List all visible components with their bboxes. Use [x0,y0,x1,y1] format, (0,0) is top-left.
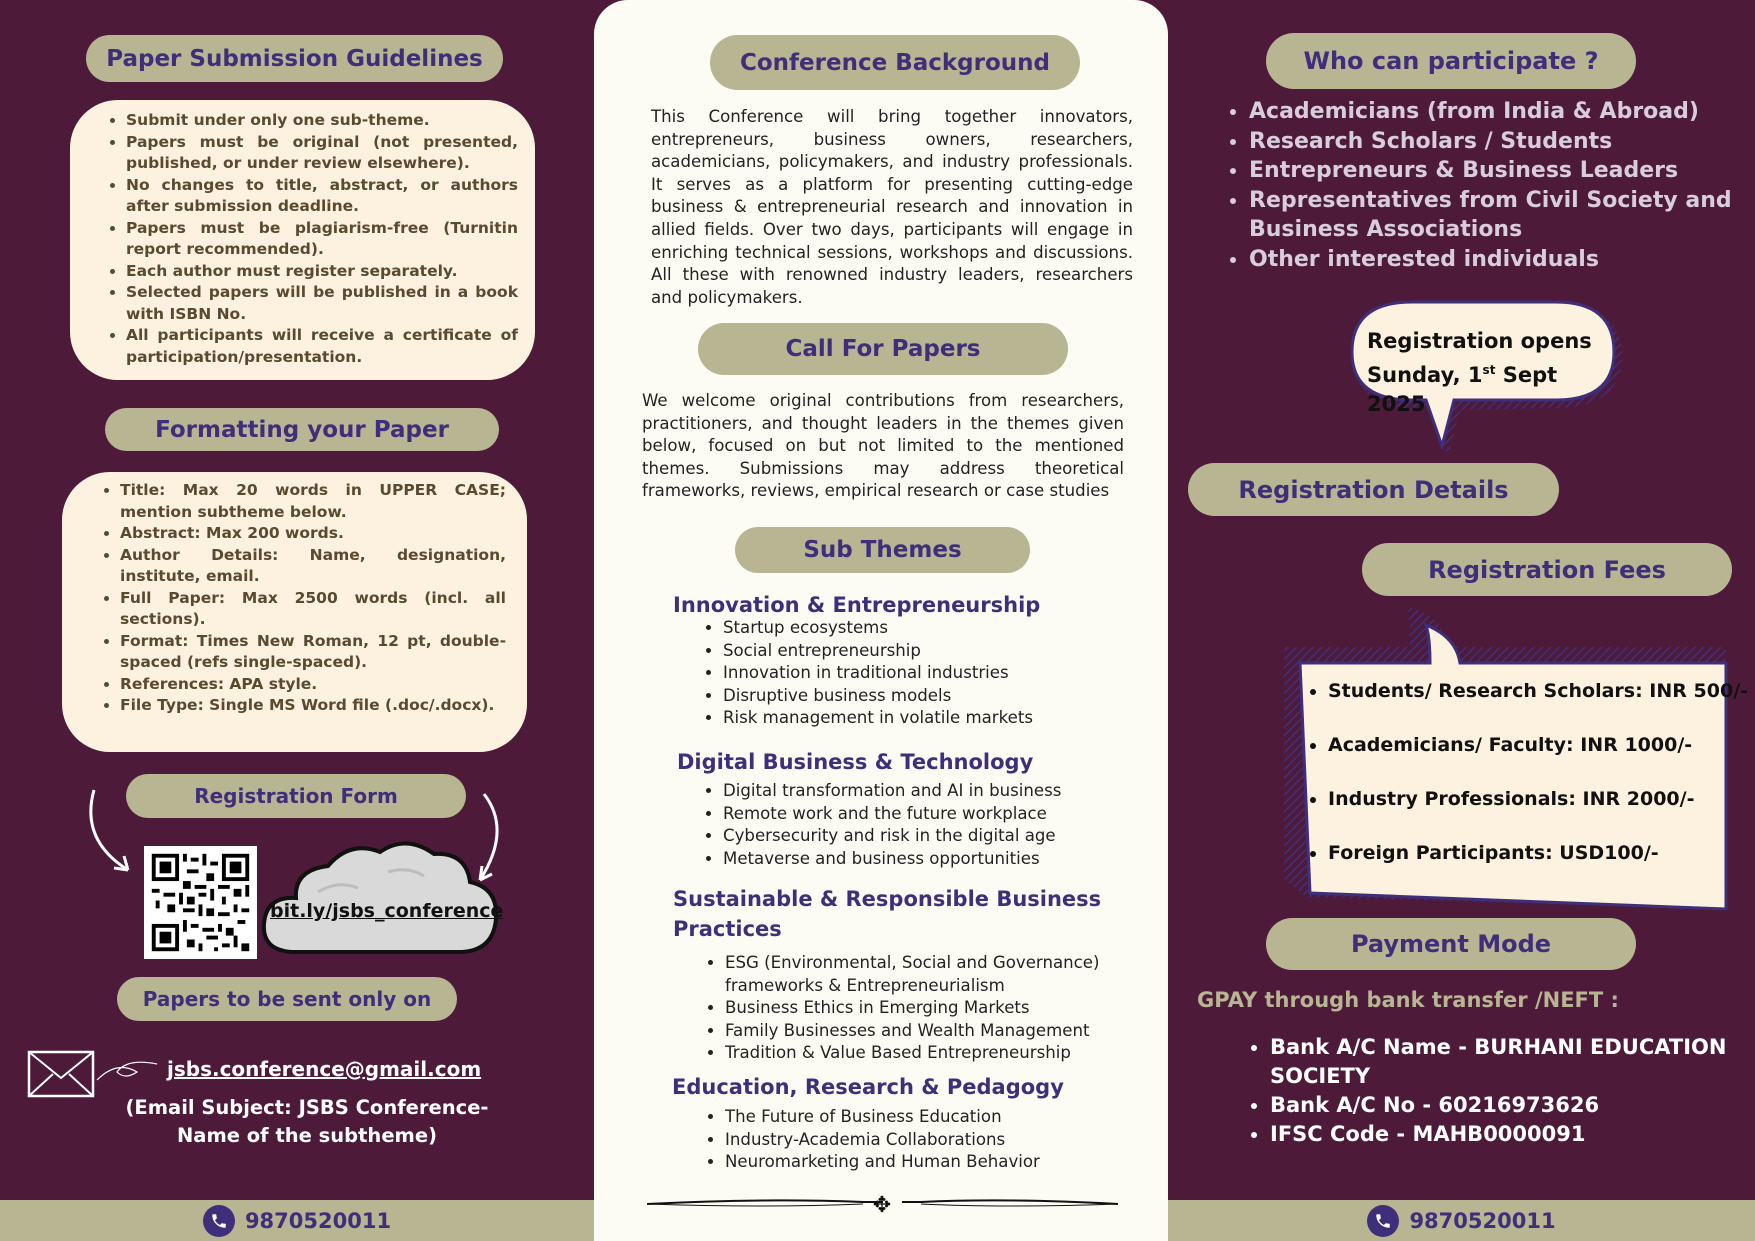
who-item: • Representatives from Civil Society and Business Associations [1249,186,1755,245]
theme-item: • Innovation in traditional industries [723,662,1033,685]
bank-item: • Bank A/C No - 60216973626 [1270,1091,1755,1120]
formatting-item: • Author Details: Name, designation, institute, email. [120,545,506,588]
theme-item: • Startup ecosystems [723,617,1033,640]
who-item: • Academicians (from India & Abroad) [1249,97,1755,127]
arrow-icon [80,780,140,880]
theme-item: • Neuromarketing and Human Behavior [725,1151,1040,1174]
guidelines-list [104,110,518,368]
guideline-item: • Papers must be original (not presented, published, or under review elsewhere). [126,132,518,175]
fees-list [1304,679,1755,895]
background-title: Conference Background [710,35,1080,90]
fee-item: • Industry Professionals: INR 2000/- [1328,787,1755,811]
qr-code[interactable] [144,846,257,959]
formatting-title: Formatting your Paper [105,408,499,451]
who-item: • Research Scholars / Students [1249,127,1755,157]
theme-list [703,952,1145,1065]
call-for-papers-title: Call For Papers [698,323,1068,375]
guideline-item: • Papers must be plagiarism-free (Turnitin report recommended). [126,218,518,261]
theme-item: • Cybersecurity and risk in the digital age [723,825,1061,848]
envelope-icon [27,1050,162,1098]
theme-list [701,780,1061,870]
theme-item: • Disruptive business models [723,685,1033,708]
guideline-item: • Each author must register separately. [126,261,518,283]
right-footer [1168,1200,1755,1241]
theme-list [701,617,1033,730]
bank-item: • IFSC Code - MAHB0000091 [1270,1120,1755,1149]
theme-list [703,1106,1040,1174]
guidelines-title: Paper Submission Guidelines [86,35,503,82]
fee-item: • Academicians/ Faculty: INR 1000/- [1328,733,1755,757]
left-footer [0,1200,594,1241]
formatting-item: • Format: Times New Roman, 12 pt, double-spaced (refs single-spaced). [120,631,506,674]
theme-item: • Metaverse and business opportunities [723,848,1061,871]
phone-number[interactable]: 9870520011 [1409,1208,1556,1233]
email-link[interactable]: jsbs.conference@gmail.com [167,1057,482,1081]
who-title: Who can participate ? [1266,33,1636,89]
fee-item: • Foreign Participants: USD100/- [1328,841,1755,865]
registration-fees-title: Registration Fees [1362,543,1732,596]
guideline-item: • Submit under only one sub-theme. [126,110,518,132]
who-list [1219,97,1755,274]
formatting-item: • Abstract: Max 200 words. [120,523,506,545]
phone-number[interactable]: 9870520011 [244,1208,392,1233]
papers-sent-label: Papers to be sent only on [117,977,457,1021]
who-item: • Other interested individuals [1249,245,1755,275]
qr-code-image [144,846,257,959]
svg-text:✥: ✥ [872,1193,892,1218]
guidelines-box [70,100,535,380]
theme-item: • Remote work and the future workplace [723,803,1061,826]
who-item: • Entrepreneurs & Business Leaders [1249,156,1755,186]
subthemes-title: Sub Themes [735,527,1030,573]
formatting-item: • References: APA style. [120,674,506,696]
theme-item: • ESG (Environmental, Social and Governance) frameworks & Entrepreneurialism [725,952,1145,997]
theme-title: Education, Research & Pedagogy [672,1075,1064,1099]
formatting-item: • File Type: Single MS Word file (.doc/.docx). [120,695,506,717]
theme-item: • Tradition & Value Based Entrepreneurship [725,1042,1145,1065]
theme-item: • Risk management in volatile markets [723,707,1033,730]
registration-form-label: Registration Form [126,774,466,818]
formatting-item: • Title: Max 20 words in UPPER CASE; mention subtheme below. [120,480,506,523]
bank-list [1240,1033,1755,1149]
guideline-item: • No changes to title, abstract, or authors after submission deadline. [126,175,518,218]
payment-mode-title: Payment Mode [1266,918,1636,970]
theme-item: • Digital transformation and AI in business [723,780,1061,803]
theme-item: • Industry-Academia Collaborations [725,1129,1040,1152]
formatting-item: • Full Paper: Max 2500 words (incl. all sections). [120,588,506,631]
phone-icon [203,1205,235,1237]
theme-title: Innovation & Entrepreneurship [673,593,1041,617]
theme-item: • Business Ethics in Emerging Markets [725,997,1145,1020]
theme-item: • Social entrepreneurship [723,640,1033,663]
theme-item: • Family Businesses and Wealth Management [725,1020,1145,1043]
ornament-divider [645,1190,1120,1218]
theme-item: • The Future of Business Education [725,1106,1040,1129]
formatting-box [62,472,527,752]
registration-opens-text: Registration opens Sunday, 1st Sept 2025 [1367,329,1592,416]
guideline-item: • Selected papers will be published in a book with ISBN No. [126,282,518,325]
payment-subtitle: GPAY through bank transfer /NEFT : [1197,988,1619,1012]
registration-details-title: Registration Details [1188,463,1559,516]
registration-link[interactable]: bit.ly/jsbs_conference [270,900,504,922]
background-text: This Conference will bring together innovators, entrepreneurs, business owners, researchers, academicians, policymakers, and industry professionals. It serves as a platform for presenting cutting-edge business & entrepreneurial research and innovation in allied fields. Over two days, participants will engage in enriching technical sessions, workshops and discussions. All these with renowned industry leaders, researchers and policymakers. [651,107,1133,307]
theme-title: Digital Business & Technology [677,750,1034,774]
guideline-item: • All participants will receive a certificate of participation/presentation. [126,325,518,368]
call-for-papers-text: We welcome original contributions from researchers, practitioners, and thought leaders in the themes given below, focused on but not limited to the mentioned themes. Submissions may address theoretical frameworks, reviews, empirical research or case studies [642,391,1124,501]
theme-title: Sustainable & Responsible Business Practices [673,887,1102,941]
bank-item: • Bank A/C Name - BURHANI EDUCATION SOCIETY [1270,1033,1755,1091]
email-subject-note: (Email Subject: JSBS Conference-Name of the subtheme) [125,1096,489,1147]
formatting-list [98,480,506,717]
fee-item: • Students/ Research Scholars: INR 500/- [1328,679,1755,703]
phone-icon [1367,1205,1399,1237]
